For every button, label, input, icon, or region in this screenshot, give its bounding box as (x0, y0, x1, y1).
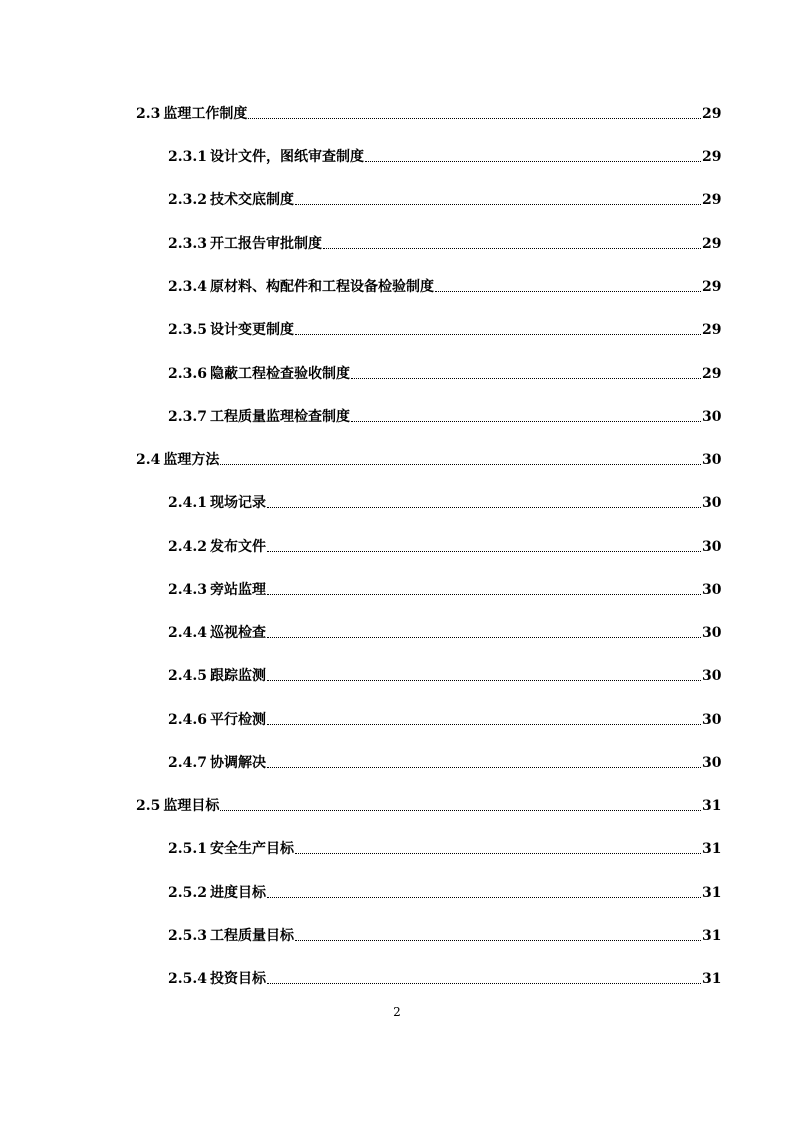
toc-entry[interactable] (168, 622, 721, 642)
toc-entry-page: 30 (702, 539, 722, 555)
toc-entry-number: 2.3.6 (168, 366, 207, 382)
toc-entry-number: 2.4.1 (168, 495, 207, 511)
toc-entry-title: 开工报告审批制度 (209, 236, 322, 252)
dot-leader (295, 204, 701, 205)
toc-entry[interactable] (168, 406, 721, 426)
toc-entry-title: 巡视检查 (209, 625, 266, 641)
toc-entry-number: 2.3.4 (168, 279, 207, 295)
toc-entry-number: 2.5.2 (168, 885, 207, 901)
toc-entry-page: 29 (702, 279, 722, 295)
toc-entry-title: 监理目标 (163, 798, 220, 814)
toc-entry-title: 现场记录 (209, 495, 266, 511)
toc-entry-number: 2.4.5 (168, 668, 207, 684)
dot-leader (295, 853, 701, 854)
dot-leader (323, 248, 701, 249)
toc-entry-page: 29 (702, 149, 722, 165)
dot-leader (267, 680, 701, 681)
toc-entry-title: 设计文件，图纸审查制度 (209, 149, 364, 165)
dot-leader (351, 378, 701, 379)
toc-entry-page: 29 (702, 236, 722, 252)
toc-entry[interactable] (168, 146, 721, 166)
dot-leader (267, 551, 701, 552)
toc-entry[interactable] (168, 276, 721, 296)
toc-entry-number: 2.4 (136, 452, 161, 468)
toc-entry-number: 2.3.2 (168, 192, 207, 208)
toc-entry-page: 30 (702, 712, 722, 728)
dot-leader (220, 464, 701, 465)
toc-entry-page: 29 (702, 366, 722, 382)
toc-entry-page: 31 (702, 841, 722, 857)
toc-entry[interactable] (168, 536, 721, 556)
toc-entry-title: 进度目标 (209, 885, 266, 901)
dot-leader (220, 810, 701, 811)
toc-entry-number: 2.3.5 (168, 322, 207, 338)
toc-entry-page: 30 (702, 668, 722, 684)
toc-entry[interactable] (168, 838, 721, 858)
toc-entry[interactable] (136, 449, 721, 469)
toc-entry-page: 29 (702, 322, 722, 338)
toc-entry[interactable] (168, 189, 721, 209)
toc-entry-page: 30 (702, 495, 722, 511)
dot-leader (267, 594, 701, 595)
toc-entry-title: 安全生产目标 (209, 841, 294, 857)
toc-entry[interactable] (168, 968, 721, 988)
toc-entry-title: 旁站监理 (209, 582, 266, 598)
toc-entry-number: 2.3.1 (168, 149, 207, 165)
toc-entry-page: 31 (702, 885, 722, 901)
toc-entry-page: 29 (702, 106, 722, 122)
dot-leader (435, 291, 701, 292)
toc-entry-title: 工程质量监理检查制度 (209, 409, 350, 425)
toc-entry-page: 30 (702, 582, 722, 598)
toc-entry-title: 平行检测 (209, 712, 266, 728)
toc-entry-number: 2.4.2 (168, 539, 207, 555)
toc-entry[interactable] (168, 882, 721, 902)
toc-entry-page: 30 (702, 452, 722, 468)
toc-entry-number: 2.4.3 (168, 582, 207, 598)
dot-leader (267, 983, 701, 984)
dot-leader (267, 767, 701, 768)
dot-leader (248, 118, 701, 119)
toc-entry-page: 30 (702, 755, 722, 771)
dot-leader (295, 334, 701, 335)
toc-entry-number: 2.3.7 (168, 409, 207, 425)
toc-entry-page: 31 (702, 971, 722, 987)
toc-entry-number: 2.4.6 (168, 712, 207, 728)
toc-entry-page: 30 (702, 409, 722, 425)
toc-entry-title: 发布文件 (209, 539, 266, 555)
toc-entry-page: 31 (702, 798, 722, 814)
toc-entry-number: 2.4.7 (168, 755, 207, 771)
toc-entry[interactable] (168, 709, 721, 729)
toc-entry-number: 2.5.3 (168, 928, 207, 944)
toc-entry-page: 30 (702, 625, 722, 641)
toc-entry-number: 2.4.4 (168, 625, 207, 641)
toc-entry[interactable] (168, 925, 721, 945)
page-number: 2 (393, 1005, 401, 1019)
toc-entry[interactable] (168, 319, 721, 339)
toc-entry-page: 31 (702, 928, 722, 944)
toc-entry[interactable] (168, 665, 721, 685)
toc-entry-title: 协调解决 (209, 755, 266, 771)
toc-entry[interactable] (168, 363, 721, 383)
toc-entry[interactable] (136, 795, 721, 815)
toc-entry-number: 2.5.4 (168, 971, 207, 987)
toc-entry-title: 设计变更制度 (209, 322, 294, 338)
dot-leader (267, 724, 701, 725)
toc-entry[interactable] (168, 579, 721, 599)
dot-leader (295, 940, 701, 941)
toc-entry-page: 29 (702, 192, 722, 208)
toc-entry-number: 2.5.1 (168, 841, 207, 857)
toc-entry-number: 2.3 (136, 106, 161, 122)
dot-leader (365, 161, 701, 162)
toc-entry-title: 跟踪监测 (209, 668, 266, 684)
toc-entry-title: 隐蔽工程检查验收制度 (209, 366, 350, 382)
dot-leader (351, 421, 701, 422)
dot-leader (267, 507, 701, 508)
toc-entry-number: 2.3.3 (168, 236, 207, 252)
toc-entry[interactable] (136, 103, 721, 123)
toc-entry-title: 监理工作制度 (163, 106, 248, 122)
dot-leader (267, 897, 701, 898)
toc-entry-title: 工程质量目标 (209, 928, 294, 944)
toc-entry[interactable] (168, 233, 721, 253)
toc-entry-number: 2.5 (136, 798, 161, 814)
toc-entry-title: 技术交底制度 (209, 192, 294, 208)
toc-entry-title: 监理方法 (163, 452, 220, 468)
toc-entry-title: 投资目标 (209, 971, 266, 987)
toc-entry-title: 原材料、构配件和工程设备检验制度 (209, 279, 434, 295)
toc-entry[interactable] (168, 752, 721, 772)
toc-entry[interactable] (168, 492, 721, 512)
dot-leader (267, 637, 701, 638)
